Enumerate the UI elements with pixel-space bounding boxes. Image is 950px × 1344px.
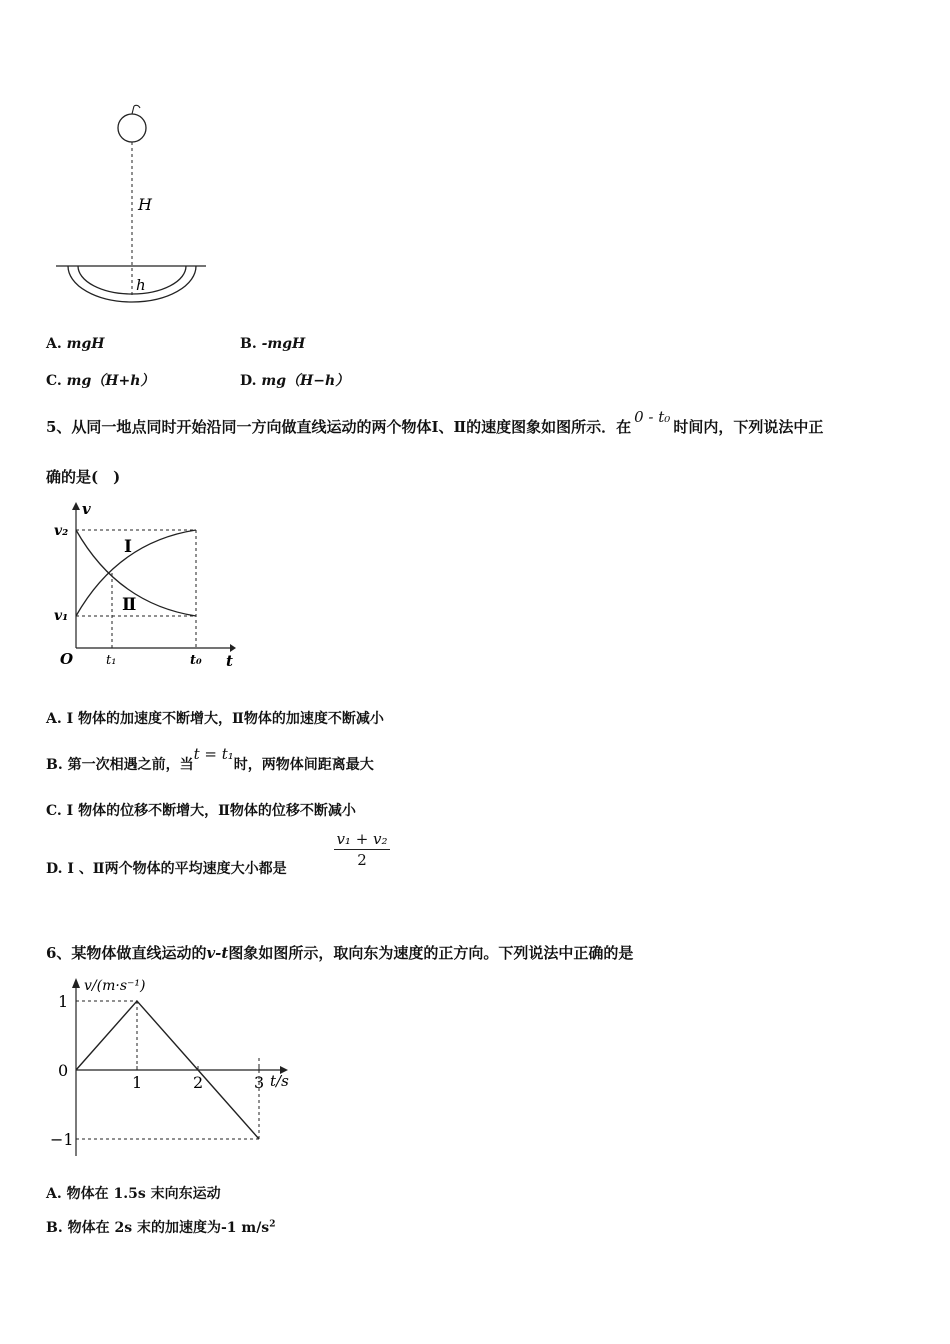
q6-option-b-sup: 2 (269, 1219, 276, 1230)
q5-vt-chart (46, 498, 246, 674)
series-I-label: Ⅰ (124, 537, 132, 557)
x-axis-label: t/s (270, 1072, 289, 1090)
fraction-numerator: v₁ + v₂ (334, 830, 390, 850)
y-axis-label: v (82, 500, 91, 518)
x-tick-t0: t₀ (190, 653, 202, 668)
q4-option-c[interactable] (46, 370, 154, 390)
series-II-label: Ⅱ (122, 595, 137, 615)
option-d-prefix: D. (240, 373, 262, 389)
x-tick-t1: t₁ (106, 653, 117, 668)
q5-option-b[interactable] (46, 745, 374, 774)
y-axis-arrow (72, 978, 80, 988)
option-c-prefix: C. (46, 373, 67, 389)
q6-stem (46, 942, 633, 963)
y-tick-label: −1 (50, 1130, 74, 1149)
q5-stem-after: 时间内，下列说法中正 (673, 418, 824, 436)
y-axis-arrow (72, 502, 80, 510)
x-tick-label: 3 (254, 1073, 265, 1092)
q5-stem-before: 5、从同一地点同时开始沿同一方向做直线运动的两个物体Ⅰ、Ⅱ的速度图象如图所示．在 (46, 418, 632, 436)
fraction-denominator: 2 (357, 851, 367, 869)
q6-stem-after: 图象如图所示，取向东为速度的正方向。下列说法中正确的是 (228, 944, 634, 962)
q4-option-d[interactable] (240, 370, 349, 390)
x-axis-label: t (226, 652, 233, 670)
x-tick-label: 2 (193, 1073, 204, 1092)
ball-bowl-figure (50, 100, 220, 310)
q6-option-b[interactable] (46, 1217, 275, 1237)
bowl-outer (68, 266, 196, 302)
y-tick-v1: v₁ (54, 608, 69, 624)
option-a-prefix: A. (46, 336, 67, 352)
q4-option-b[interactable] (240, 336, 305, 352)
y-tick-v2: v₂ (54, 523, 69, 539)
H-label: H (138, 195, 152, 214)
q4-option-a[interactable] (46, 336, 104, 352)
q5-stem-line2: 确的是( ) (46, 468, 121, 486)
origin-label: O (60, 650, 74, 668)
q6-stem-before: 6、某物体做直线运动的 (46, 944, 207, 962)
q5-option-b-formula: t = t₁ (193, 745, 234, 763)
option-a-expr: mgH (66, 336, 105, 352)
q5-option-c[interactable]: C. Ⅰ 物体的位移不断增大，Ⅱ物体的位移不断减小 (46, 803, 356, 819)
q6-stem-vt: v-t (206, 944, 229, 962)
q6-option-a[interactable]: A. 物体在 1.5s 末向东运动 (46, 1186, 221, 1202)
y-tick-label: 0 (58, 1061, 69, 1080)
y-axis-label: v/(m·s⁻¹) (84, 978, 146, 994)
q5-option-b-after: 时，两物体间距离最大 (233, 757, 374, 773)
q5-stem-line1 (46, 408, 824, 437)
x-axis-arrow (230, 644, 236, 652)
q5-interval: 0 - t₀ (634, 408, 671, 426)
q5-option-d-fraction (334, 830, 390, 869)
x-tick-label: 1 (132, 1073, 143, 1092)
option-d-expr: mg（H−h） (261, 373, 350, 389)
option-b-prefix: B. (240, 336, 262, 352)
q5-option-d-before: D. Ⅰ 、Ⅱ两个物体的平均速度大小都是 (46, 861, 287, 877)
y-tick-label: 1 (58, 992, 69, 1011)
q5-option-a[interactable]: A. Ⅰ 物体的加速度不断增大，Ⅱ物体的加速度不断减小 (46, 711, 384, 727)
q5-option-d[interactable] (46, 858, 287, 878)
ball (118, 114, 146, 142)
option-c-expr: mg（H+h） (66, 373, 155, 389)
h-label: h (136, 276, 146, 294)
q6-option-b-text: B. 物体在 2s 末的加速度为-1 m/s (46, 1220, 270, 1236)
q5-option-b-before: B. 第一次相遇之前，当 (46, 757, 194, 773)
q6-vt-chart (46, 972, 296, 1156)
option-b-expr: -mgH (261, 336, 306, 352)
ball-stem (132, 105, 140, 114)
